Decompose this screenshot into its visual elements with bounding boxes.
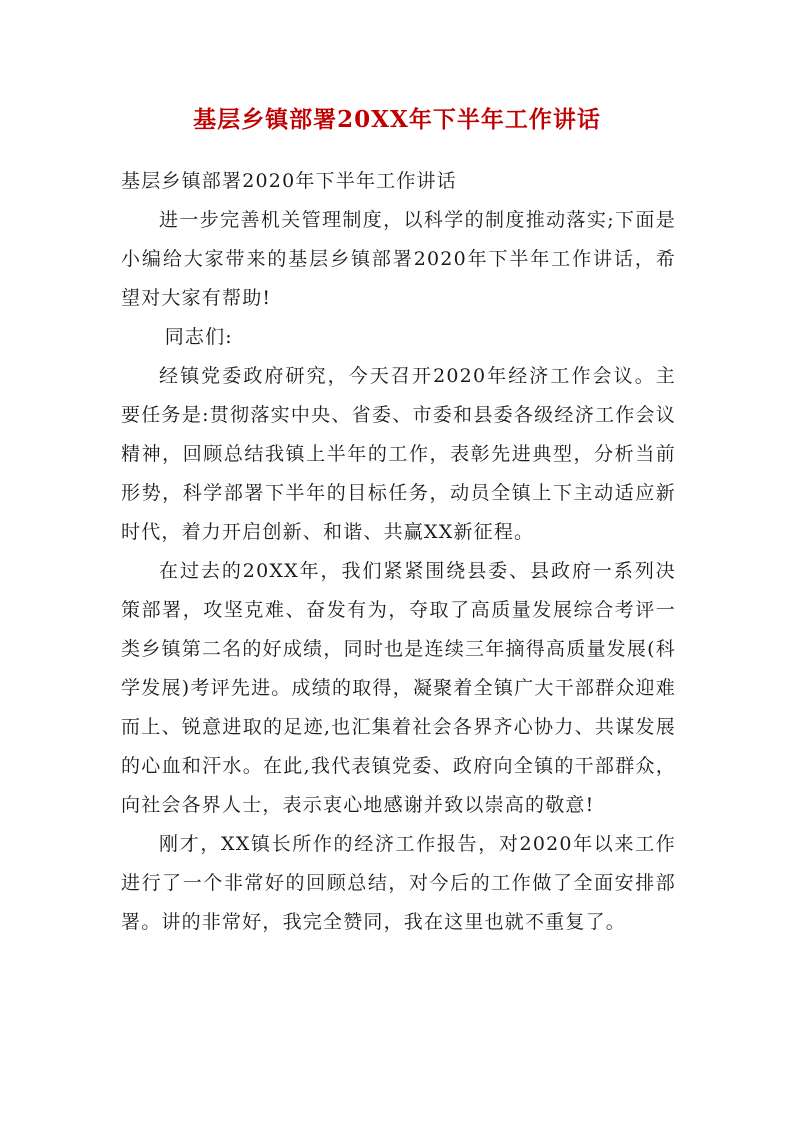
intro-paragraph: 进一步完善机关管理制度，以科学的制度推动落实;下面是小编给大家带来的基层乡镇部署2020年下半年工作讲话，希望对大家有帮助! <box>121 209 676 309</box>
greeting-line: 同志们: <box>164 326 233 348</box>
body-paragraph: 刚才，XX镇长所作的经济工作报告，对2020年以来工作进行了一个非常好的回顾总结，对今后的工作做了全面安排部署。讲的非常好，我完全赞同，我在这里也就不重复了。 <box>121 833 676 933</box>
body-paragraph: 在过去的20XX年，我们紧紧围绕县委、县政府一系列决策部署，攻坚克难、奋发有为，夺取了高质量发展综合考评一类乡镇第二名的好成绩，同时也是连续三年摘得高质量发展(科学发展)考评先进。成绩的取得，凝聚着全镇广大干部群众迎难而上、锐意进取的足迹,也汇集着社会各界齐心协力、共谋发展的心血和汗水。在此,我代表镇党委、政府向全镇的干部群众，向社会各界人士，表示衷心地感谢并致以崇高的敬意! <box>121 560 676 816</box>
document-subtitle: 基层乡镇部署2020年下半年工作讲话 <box>121 170 457 192</box>
document-title: 基层乡镇部署20XX年下半年工作讲话 <box>193 106 601 133</box>
body-paragraph: 经镇党委政府研究，今天召开2020年经济工作会议。主要任务是:贯彻落实中央、省委、市委和县委各级经济工作会议精神，回顾总结我镇上半年的工作，表彰先进典型，分析当前形势，科学部署下半年的目标任务，动员全镇上下主动适应新时代，着力开启创新、和谐、共赢XX新征程。 <box>121 365 676 543</box>
document-body <box>121 162 676 942</box>
